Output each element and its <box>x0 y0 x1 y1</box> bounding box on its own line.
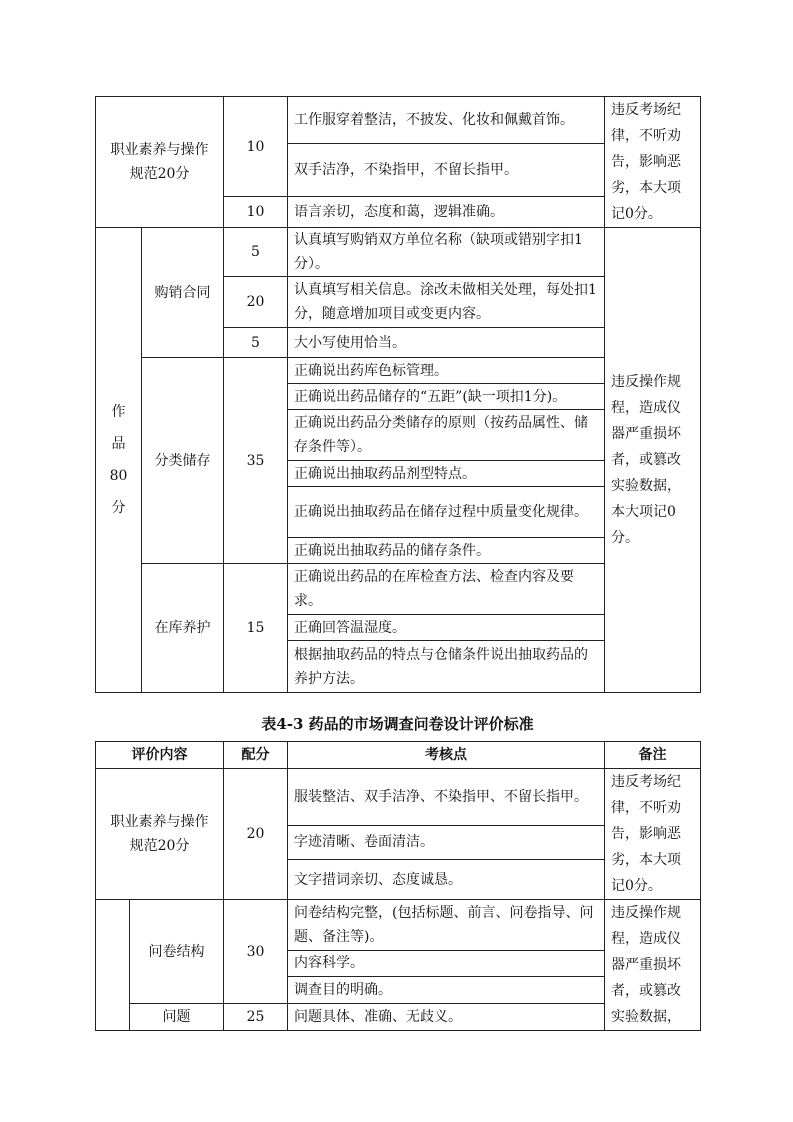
criterion-item: 正确说出抽取药品的储存条件。 <box>288 538 605 564</box>
storage-label: 分类储存 <box>142 358 224 564</box>
criterion-item: 正确说出药品的在库检查方法、检查内容及要求。 <box>288 564 605 615</box>
header-criteria: 考核点 <box>288 742 605 769</box>
criterion-item: 问题具体、准确、无歧义。 <box>288 1004 605 1031</box>
question-score: 25 <box>224 1004 288 1031</box>
criterion-item: 认真填写购销双方单位名称（缺项或错别字扣1分）。 <box>288 228 605 277</box>
assessment-table-2 <box>95 741 701 1031</box>
header-content: 评价内容 <box>96 742 224 769</box>
criterion-item: 双手洁净，不染指甲，不留长指甲。 <box>288 144 605 197</box>
work-label-cell <box>96 900 130 1031</box>
criterion-item: 正确说出抽取药品剂型特点。 <box>288 461 605 487</box>
contract-score-3: 5 <box>224 328 288 358</box>
structure-label: 问卷结构 <box>130 900 224 1004</box>
prof-label: 职业素养与操作规范20分 <box>96 769 224 900</box>
prof-label: 职业素养与操作规范20分 <box>96 97 224 228</box>
contract-score-1: 5 <box>224 228 288 277</box>
assessment-table-1 <box>95 96 701 693</box>
criterion-item: 问卷结构完整，(包括标题、前言、问卷指导、问题、备注等)。 <box>288 900 605 951</box>
table-caption: 表4-3 药品的市场调查问卷设计评价标准 <box>261 715 534 733</box>
criterion-item: 正确说出抽取药品在储存过程中质量变化规律。 <box>288 487 605 538</box>
criterion-item: 正确回答温湿度。 <box>288 615 605 641</box>
header-note: 备注 <box>605 742 701 769</box>
work-note: 违反操作规程，造成仪器严重损坏者，或篡改实验数据，本大项记0分。 <box>605 228 701 693</box>
structure-score: 30 <box>224 900 288 1004</box>
criterion-item: 文字措词亲切、态度诚恳。 <box>288 860 605 900</box>
question-label: 问题 <box>130 1004 224 1031</box>
criterion-item: 语言亲切，态度和蔼，逻辑准确。 <box>288 197 605 228</box>
prof-note: 违反考场纪律，不听劝告，影响恶劣，本大项记0分。 <box>605 769 701 900</box>
prof-note: 违反考场纪律，不听劝告，影响恶劣，本大项记0分。 <box>605 97 701 228</box>
criterion-item: 正确说出药库色标管理。 <box>288 358 605 384</box>
criterion-item: 内容科学。 <box>288 950 605 977</box>
work-label: 作品80分 <box>96 228 142 693</box>
header-score: 配分 <box>224 742 288 769</box>
maintenance-label: 在库养护 <box>142 564 224 693</box>
criterion-item: 根据抽取药品的特点与仓储条件说出抽取药品的养护方法。 <box>288 641 605 693</box>
contract-score-2: 20 <box>224 277 288 328</box>
criterion-item: 正确说出药品分类储存的原则（按药品属性、储存条件等）。 <box>288 410 605 461</box>
prof-score-b: 10 <box>224 197 288 228</box>
prof-score-a: 10 <box>224 97 288 197</box>
criterion-item: 字迹清晰、卷面清洁。 <box>288 825 605 859</box>
work-note: 违反操作规程，造成仪器严重损坏者，或篡改实验数据， <box>605 900 701 1031</box>
criterion-item: 调查目的明确。 <box>288 977 605 1004</box>
contract-label: 购销合同 <box>142 228 224 358</box>
criterion-item: 认真填写相关信息。涂改未做相关处理，每处扣1分，随意增加项目或变更内容。 <box>288 277 605 328</box>
criterion-item: 大小写使用恰当。 <box>288 328 605 358</box>
criterion-item: 正确说出药品储存的“五距”(缺一项扣1分)。 <box>288 384 605 410</box>
maintenance-score: 15 <box>224 564 288 693</box>
prof-score: 20 <box>224 769 288 900</box>
criterion-item: 工作服穿着整洁，不披发、化妆和佩戴首饰。 <box>288 97 605 144</box>
storage-score: 35 <box>224 358 288 564</box>
criterion-item: 服装整洁、双手洁净、不染指甲、不留长指甲。 <box>288 769 605 826</box>
